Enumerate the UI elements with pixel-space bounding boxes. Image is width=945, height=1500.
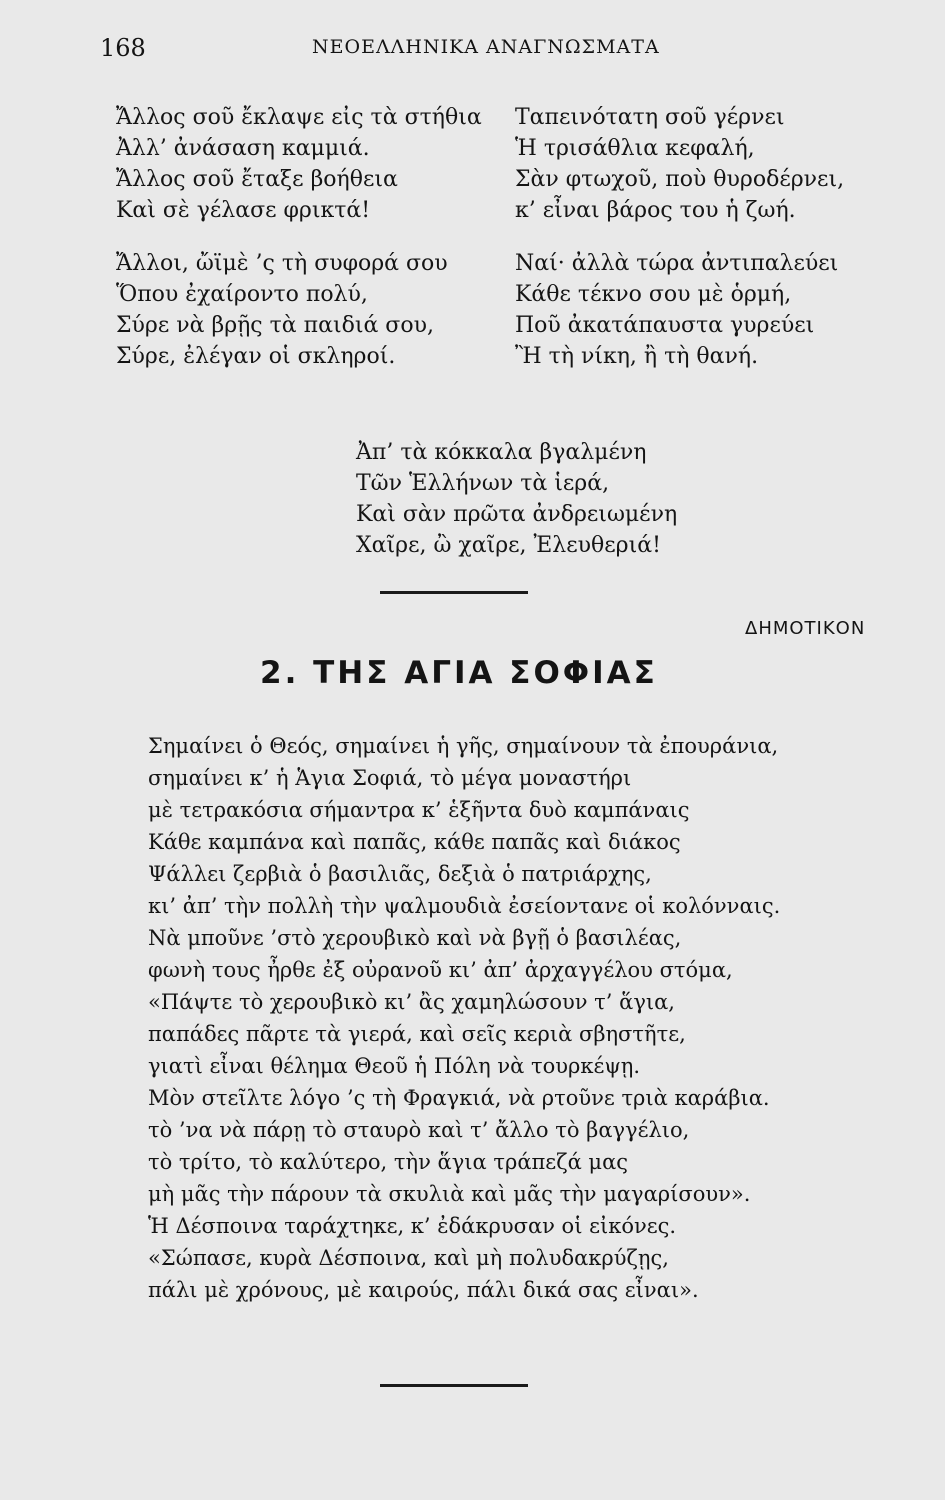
verse-line: Σὰν φτωχοῦ, ποὺ θυροδέρνει,	[515, 167, 845, 192]
verse-line: Κάθε τέκνο σου μὲ ὁρμή,	[515, 282, 792, 307]
poem-body	[148, 730, 780, 1306]
verse-line: Ἡ τρισάθλια κεφαλή,	[515, 136, 755, 161]
verse-line: Τῶν Ἑλλήνων τὰ ἱερά,	[356, 471, 610, 496]
right-column	[515, 102, 844, 372]
poem-line: Ἡ Δέσποινα ταράχτηκε, κ’ ἐδάκρυσαν οἱ εἰκόνες.	[148, 1214, 677, 1238]
verse-line: κ’ εἶναι βάρος του ἡ ζωή.	[515, 198, 796, 223]
verse-line: Σύρε, ἐλέγαν οἱ σκληροί.	[116, 344, 396, 369]
verse-line: Χαῖρε, ὢ χαῖρε, Ἐλευθεριά!	[356, 533, 661, 558]
verse-line: Ναί· ἀλλὰ τώρα ἀντιπαλεύει	[515, 251, 839, 276]
poem-line: παπάδες πᾶρτε τὰ γιερά, καὶ σεῖς κεριὰ σβηστῆτε,	[148, 1022, 686, 1046]
poem-line: Νὰ μποῦνε ’στὸ χερουβικὸ καὶ νὰ βγῇ ὁ βασιλέας,	[148, 926, 682, 950]
poem-line: πάλι μὲ χρόνους, μὲ καιρούς, πάλι δικά σας εἶναι».	[148, 1278, 699, 1302]
verse-line: Ἄλλος σοῦ ἔκλαψε εἰς τὰ στήθια	[116, 105, 482, 130]
stanza-gap	[515, 226, 844, 248]
poem-line: τὸ τρίτο, τὸ καλύτερο, τὴν ἅγια τράπεζά μας	[148, 1150, 629, 1174]
poem-line: μὴ μᾶς τὴν πάρουν τὰ σκυλιὰ καὶ μᾶς τὴν μαγαρίσουν».	[148, 1182, 751, 1206]
verse-line: Καὶ σὰν πρῶτα ἀνδρειωμένη	[356, 502, 678, 527]
verse-line: Ἢ τὴ νίκη, ἢ τὴ θανή.	[515, 344, 759, 369]
poem-line: Ψάλλει ζερβιὰ ὁ βασιλιᾶς, δεξιὰ ὁ πατριάρχης,	[148, 862, 652, 886]
running-title: ΝΕΟΕΛΛΗΝΙΚΑ ΑΝΑΓΝΩΣΜΑΤΑ	[312, 36, 660, 58]
poem-line: «Πάψτε τὸ χερουβικὸ κι’ ἂς χαμηλώσουν τ’ ἅγια,	[148, 990, 675, 1014]
verse-line: Σύρε νὰ βρῇς τὰ παιδιά σου,	[116, 313, 434, 338]
poem-line: Σημαίνει ὁ Θεός, σημαίνει ἡ γῆς, σημαίνουν τὰ ἐπουράνια,	[148, 734, 779, 758]
poem-line: γιατὶ εἶναι θέλημα Θεοῦ ἡ Πόλη νὰ τουρκέψῃ.	[148, 1054, 641, 1078]
verse-line: Ποῦ ἀκατάπαυστα γυρεύει	[515, 313, 815, 338]
verse-line: Ἄλλος σοῦ ἔταξε βοήθεια	[116, 167, 398, 192]
poem-line: Μὸν στεῖλτε λόγο ’ς τὴ Φραγκιά, νὰ ρτοῦνε τριὰ καράβια.	[148, 1086, 770, 1110]
poem-line: σημαίνει κ’ ἡ Ἁγια Σοφιά, τὸ μέγα μοναστήρι	[148, 766, 632, 790]
divider-rule	[380, 1384, 528, 1387]
poem-line: τὸ ’να νὰ πάρῃ τὸ σταυρὸ καὶ τ’ ἄλλο τὸ βαγγέλιο,	[148, 1118, 690, 1142]
source-label: ΔΗΜΟΤΙΚΟΝ	[745, 618, 866, 639]
verse-line: Ταπεινότατη σοῦ γέρνει	[515, 105, 785, 130]
page-number: 168	[100, 34, 146, 62]
left-column	[116, 102, 482, 372]
stanza-gap	[116, 226, 482, 248]
poem-line: φωνὴ τους ἦρθε ἐξ οὐρανοῦ κι’ ἀπ’ ἀρχαγγέλου στόμα,	[148, 958, 733, 982]
verse-line: Καὶ σὲ γέλασε φρικτά!	[116, 198, 371, 223]
verse-line: Ὅπου ἐχαίροντο πολύ,	[116, 282, 368, 307]
poem-line: Κάθε καμπάνα καὶ παπᾶς, κάθε παπᾶς καὶ διάκος	[148, 830, 681, 854]
verse-line: Ἄλλοι, ὤϊμὲ ’ς τὴ συφορά σου	[116, 251, 448, 276]
poem-line: μὲ τετρακόσια σήμαντρα κ’ ἑξῆντα δυὸ καμπάναις	[148, 798, 690, 822]
center-stanza	[356, 437, 677, 561]
poem-line: «Σώπασε, κυρὰ Δέσποινα, καὶ μὴ πολυδακρύζῃς,	[148, 1246, 669, 1270]
verse-line: Ἀπ’ τὰ κόκκαλα βγαλμένη	[356, 440, 647, 465]
divider-rule	[380, 591, 528, 594]
section-title: 2. ΤΗΣ ΑΓΙΑ ΣΟΦΙΑΣ	[260, 655, 658, 691]
poem-line: κι’ ἀπ’ τὴν πολλὴ τὴν ψαλμουδιὰ ἐσείοντανε οἱ κολόνναις.	[148, 894, 781, 918]
verse-line: Ἀλλ’ ἀνάσαση καμμιά.	[116, 136, 370, 161]
page-header	[0, 34, 945, 68]
